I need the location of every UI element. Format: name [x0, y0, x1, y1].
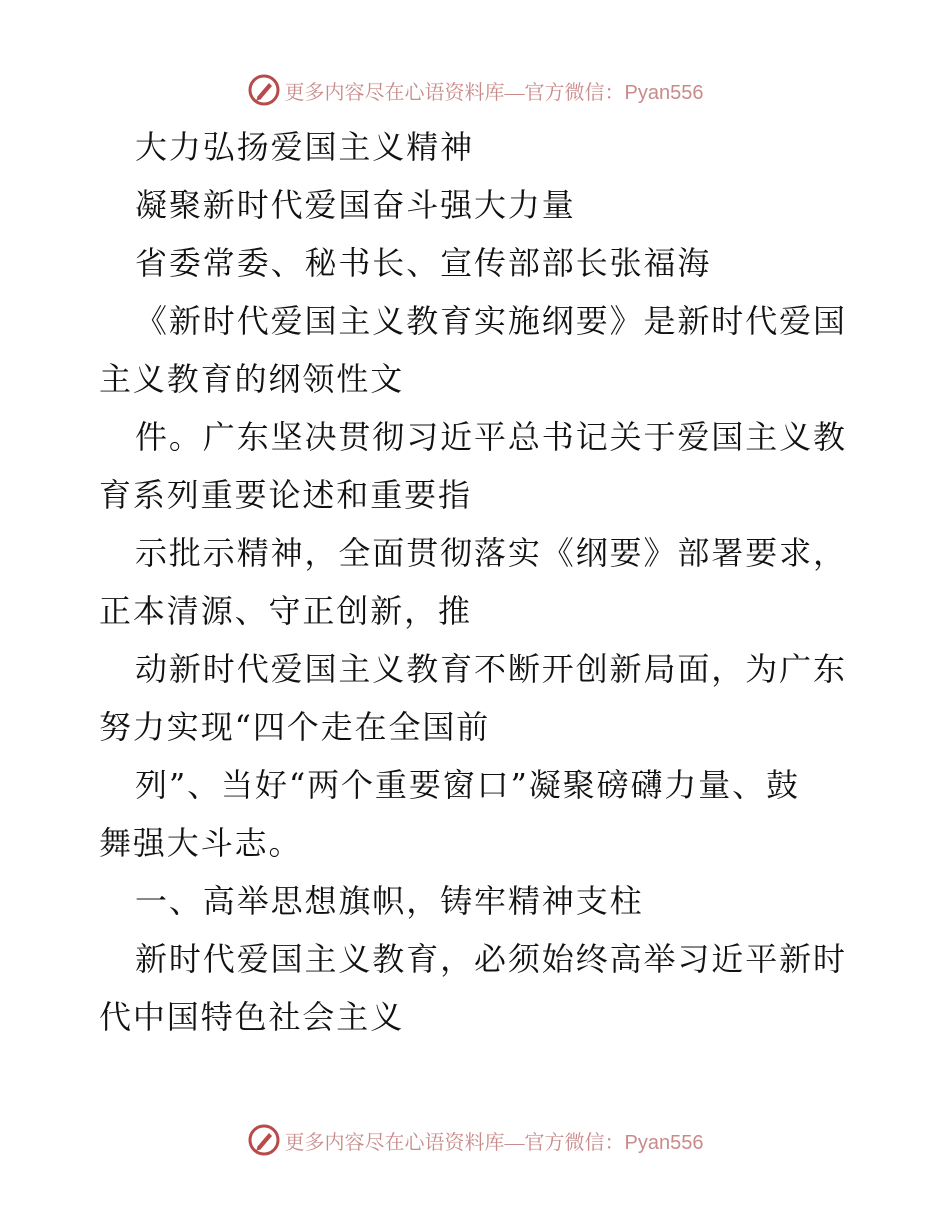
text-line: 件。广东坚决贯彻习近平总书记关于爱国主义教: [135, 418, 847, 456]
text-line: 示批示精神，全面贯彻落实《纲要》部署要求，: [135, 534, 847, 572]
text-line: 《新时代爱国主义教育实施纲要》是新时代爱国: [135, 302, 847, 340]
document-body: [99, 118, 859, 1046]
footer-watermark-text: 更多内容尽在心语资料库—官方微信：Pyan556: [284, 1131, 704, 1154]
footer-watermark: [0, 1120, 950, 1160]
text-line: 主义教育的纲领性文: [99, 360, 405, 398]
text-line: 正本清源、守正创新，推: [99, 592, 472, 630]
text-line: 努力实现“四个走在全国前: [99, 708, 491, 746]
text-line: 新时代爱国主义教育，必须始终高举习近平新时: [135, 940, 847, 978]
header-watermark: [0, 70, 950, 110]
header-watermark-text: 更多内容尽在心语资料库—官方微信：Pyan556: [284, 81, 704, 104]
text-line: 凝聚新时代爱国奋斗强大力量: [135, 186, 576, 224]
text-line: 一、高举思想旗帜，铸牢精神支柱: [135, 882, 644, 920]
text-line: 大力弘扬爱国主义精神: [135, 128, 475, 166]
pen-logo-icon: [247, 73, 281, 107]
pen-logo-icon: [247, 1123, 281, 1157]
text-line: 育系列重要论述和重要指: [99, 476, 472, 514]
text-line: 列”、当好“两个重要窗口”凝聚磅礴力量、鼓: [135, 766, 800, 804]
text-line: 省委常委、秘书长、宣传部部长张福海: [135, 244, 712, 282]
text-line: 舞强大斗志。: [99, 824, 303, 862]
text-line: 动新时代爱国主义教育不断开创新局面，为广东: [135, 650, 847, 688]
text-line: 代中国特色社会主义: [99, 998, 405, 1036]
